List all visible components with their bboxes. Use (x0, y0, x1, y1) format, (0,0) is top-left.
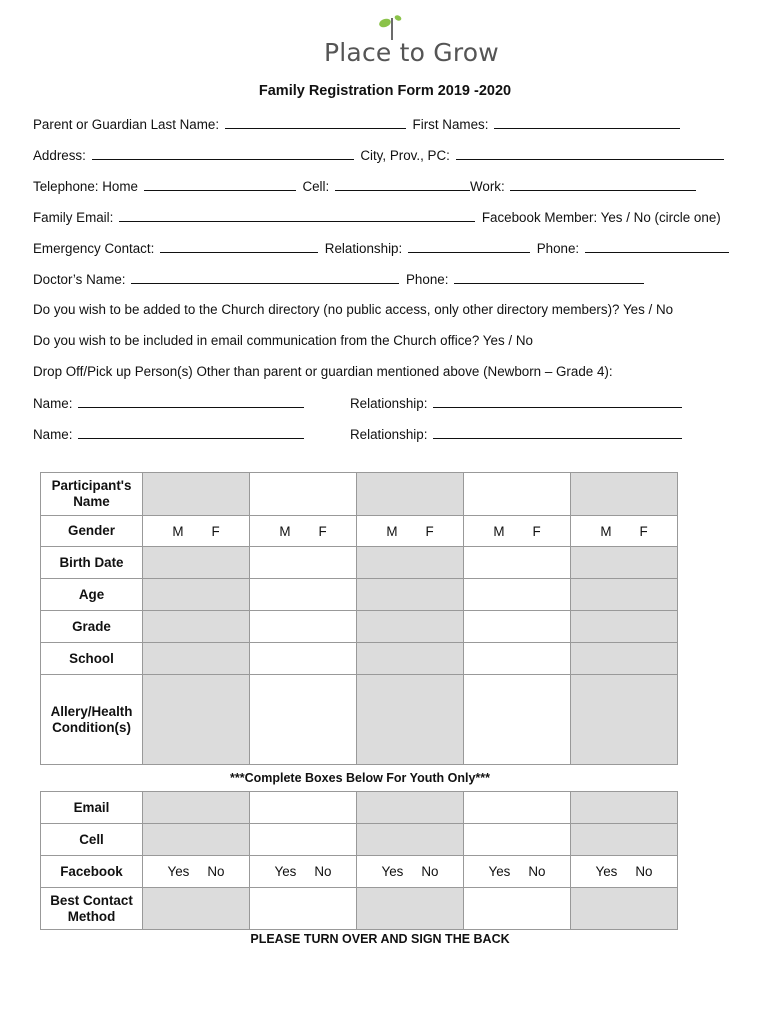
label-emergency-contact: Emergency Contact: (33, 241, 155, 256)
youth-cell[interactable] (464, 824, 571, 856)
parent-last-name-field[interactable] (225, 116, 406, 129)
row-header: Grade (41, 611, 143, 643)
dropoff-heading: Drop Off/Pick up Person(s) Other than parent or guardian mentioned above (Newborn – Grade 4): (33, 364, 613, 379)
line-email (33, 209, 721, 225)
participant-cell[interactable] (571, 547, 678, 579)
facebook-yes[interactable]: Yes (488, 864, 511, 879)
youth-cell[interactable] (250, 824, 357, 856)
label-parent-last-name: Parent or Guardian Last Name: (33, 117, 220, 132)
row-header: Gender (41, 516, 143, 547)
youth-cell[interactable] (464, 888, 571, 930)
cell-field[interactable] (335, 178, 470, 191)
row-header: Best Contact Method (41, 888, 143, 930)
directory-question[interactable]: Do you wish to be added to the Church directory (no public access, only other directory members)? Yes / No (33, 302, 674, 317)
gender-cell[interactable] (571, 516, 678, 547)
gender-cell[interactable] (357, 516, 464, 547)
label-doctor-name: Doctor’s Name: (33, 272, 126, 287)
participant-cell[interactable] (357, 473, 464, 516)
facebook-yes[interactable]: Yes (595, 864, 618, 879)
gender-m[interactable]: M (279, 523, 291, 539)
table-row (41, 856, 678, 888)
gender-m[interactable]: M (600, 523, 612, 539)
gender-m[interactable]: M (172, 523, 184, 539)
pickup-relationship-2 (350, 426, 685, 442)
label-phone: Phone: (536, 241, 580, 256)
facebook-no[interactable]: No (421, 864, 439, 879)
participant-cell[interactable] (250, 675, 357, 765)
gender-cell[interactable] (464, 516, 571, 547)
row-header: Cell (41, 824, 143, 856)
participant-cell[interactable] (357, 643, 464, 675)
pickup-line-2 (33, 426, 307, 442)
label-name: Name: (33, 427, 73, 442)
work-field[interactable] (510, 178, 696, 191)
participant-cell[interactable] (143, 611, 250, 643)
participant-cell[interactable] (464, 675, 571, 765)
facebook-yes[interactable]: Yes (274, 864, 297, 879)
facebook-no[interactable]: No (635, 864, 653, 879)
facebook-no[interactable]: No (314, 864, 332, 879)
table-row (41, 547, 678, 579)
participant-cell[interactable] (464, 547, 571, 579)
label-telephone-home: Telephone: Home (33, 179, 138, 194)
logo-text: Place to Grow (324, 38, 499, 67)
gender-f[interactable]: F (318, 523, 327, 539)
first-names-field[interactable] (494, 116, 680, 129)
row-header: Age (41, 579, 143, 611)
label-city: City, Prov., PC: (360, 148, 450, 163)
line-parent-name (33, 116, 683, 132)
facebook-yes[interactable]: Yes (381, 864, 404, 879)
participant-cell[interactable] (143, 473, 250, 516)
row-header: Allery/Health Condition(s) (41, 675, 143, 765)
table-row (41, 643, 678, 675)
participant-cell[interactable] (250, 643, 357, 675)
gender-m[interactable]: M (386, 523, 398, 539)
participant-cell[interactable] (357, 675, 464, 765)
participant-cell[interactable] (143, 643, 250, 675)
facebook-member-question[interactable]: Facebook Member: Yes / No (circle one) (481, 210, 721, 225)
table-row (41, 675, 678, 765)
table-row (41, 516, 678, 547)
logo (322, 14, 499, 67)
facebook-cell[interactable] (357, 856, 464, 888)
line-emergency (33, 240, 732, 256)
turn-over-note: PLEASE TURN OVER AND SIGN THE BACK (250, 932, 510, 946)
row-header: Email (41, 792, 143, 824)
facebook-cell[interactable] (571, 856, 678, 888)
participant-cell[interactable] (357, 547, 464, 579)
participant-cell[interactable] (357, 579, 464, 611)
gender-f[interactable]: F (211, 523, 220, 539)
participant-cell[interactable] (571, 473, 678, 516)
participant-cell[interactable] (250, 579, 357, 611)
facebook-no[interactable]: No (528, 864, 546, 879)
participant-cell[interactable] (357, 611, 464, 643)
youth-cell[interactable] (464, 792, 571, 824)
table-row (41, 824, 678, 856)
facebook-cell[interactable] (464, 856, 571, 888)
participant-cell[interactable] (464, 579, 571, 611)
gender-m[interactable]: M (493, 523, 505, 539)
table-row (41, 792, 678, 824)
telephone-home-field[interactable] (144, 178, 296, 191)
facebook-cell[interactable] (143, 856, 250, 888)
label-doctor-phone: Phone: (406, 272, 449, 287)
participant-cell[interactable] (250, 611, 357, 643)
gender-cell[interactable] (250, 516, 357, 547)
youth-cell[interactable] (357, 792, 464, 824)
gender-f[interactable]: F (639, 523, 648, 539)
pickup-relationship-1 (350, 395, 685, 411)
youth-cell[interactable] (571, 888, 678, 930)
pickup-name-field[interactable] (78, 426, 304, 439)
facebook-cell[interactable] (250, 856, 357, 888)
label-family-email: Family Email: (33, 210, 114, 225)
row-header: Birth Date (41, 547, 143, 579)
participant-cell[interactable] (464, 611, 571, 643)
label-first-names: First Names: (412, 117, 489, 132)
table-row (41, 888, 678, 930)
address-field[interactable] (92, 147, 354, 160)
youth-cell[interactable] (143, 888, 250, 930)
youth-cell[interactable] (357, 824, 464, 856)
line-telephone (33, 178, 699, 194)
pickup-relationship-field[interactable] (433, 426, 682, 439)
phone-field[interactable] (585, 240, 729, 253)
youth-cell[interactable] (250, 888, 357, 930)
participant-cell[interactable] (571, 611, 678, 643)
youth-cell[interactable] (250, 792, 357, 824)
doctor-name-field[interactable] (131, 271, 399, 284)
youth-heading: ***Complete Boxes Below For Youth Only*** (229, 771, 490, 785)
youth-cell[interactable] (357, 888, 464, 930)
label-relationship: Relationship: (350, 396, 428, 411)
table-row (41, 473, 678, 516)
pickup-relationship-field[interactable] (433, 395, 682, 408)
line-address (33, 147, 727, 163)
doctor-phone-field[interactable] (454, 271, 644, 284)
table-row (41, 579, 678, 611)
label-relationship: Relationship: (324, 241, 403, 256)
facebook-yes[interactable]: Yes (167, 864, 190, 879)
email-question[interactable]: Do you wish to be included in email communication from the Church office? Yes / No (33, 333, 533, 348)
city-field[interactable] (456, 147, 724, 160)
label-address: Address: (33, 148, 86, 163)
row-header: Facebook (41, 856, 143, 888)
gender-cell[interactable] (143, 516, 250, 547)
participant-cell[interactable] (571, 579, 678, 611)
gender-f[interactable]: F (532, 523, 541, 539)
youth-cell[interactable] (571, 792, 678, 824)
label-relationship: Relationship: (350, 427, 428, 442)
table-row (41, 611, 678, 643)
emergency-contact-field[interactable] (160, 240, 318, 253)
participant-cell[interactable] (250, 473, 357, 516)
facebook-no[interactable]: No (207, 864, 225, 879)
line-doctor (33, 271, 647, 287)
participant-cell[interactable] (143, 579, 250, 611)
youth-cell[interactable] (143, 792, 250, 824)
participant-cell[interactable] (464, 643, 571, 675)
gender-f[interactable]: F (425, 523, 434, 539)
youth-cell[interactable] (143, 824, 250, 856)
form-title: Family Registration Form 2019 -2020 (258, 83, 512, 99)
participant-cell[interactable] (143, 547, 250, 579)
row-header: Participant's Name (41, 473, 143, 516)
youth-table (40, 791, 678, 930)
row-header: School (41, 643, 143, 675)
label-work: Work: (469, 179, 505, 194)
label-cell: Cell: (302, 179, 330, 194)
participant-cell[interactable] (571, 643, 678, 675)
pickup-line-1 (33, 395, 307, 411)
participant-cell[interactable] (143, 675, 250, 765)
label-name: Name: (33, 396, 73, 411)
participant-cell[interactable] (571, 675, 678, 765)
participant-cell[interactable] (250, 547, 357, 579)
youth-cell[interactable] (571, 824, 678, 856)
sprout-icon (374, 14, 410, 40)
relationship-field[interactable] (408, 240, 530, 253)
participants-table (40, 472, 678, 765)
participant-cell[interactable] (464, 473, 571, 516)
family-email-field[interactable] (119, 209, 475, 222)
pickup-name-field[interactable] (78, 395, 304, 408)
